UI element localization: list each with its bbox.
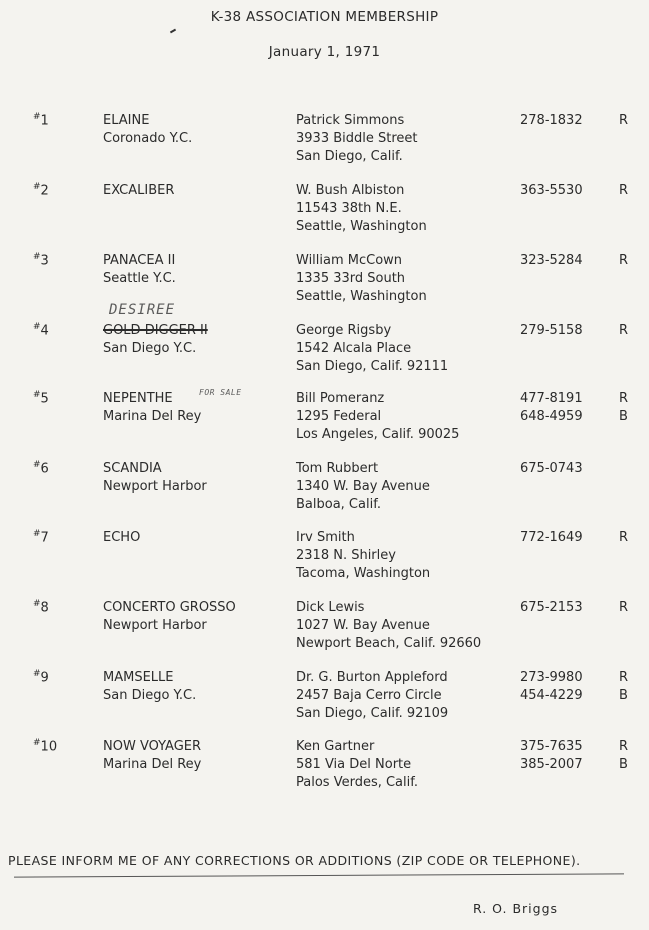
owner-name: Dick Lewis: [296, 600, 365, 615]
phone-codes: [619, 669, 628, 705]
entry-number: [33, 182, 49, 198]
phone-number: 675-0743: [520, 461, 583, 476]
member-entry: [0, 669, 649, 735]
boat-name: CONCERTO GROSSO: [103, 600, 236, 615]
phone-codes: [619, 390, 628, 426]
boat-column: [103, 182, 174, 200]
address-line: 11543 38th N.E.: [296, 201, 402, 216]
document-date: January 1, 1971: [268, 44, 381, 60]
owner-address: [296, 529, 430, 583]
entry-number: [33, 599, 49, 615]
yacht-club: Coronado Y.C.: [103, 131, 193, 146]
phone-code: R: [619, 739, 629, 754]
address-line: Tacoma, Washington: [296, 566, 431, 581]
address-line: Seattle, Washington: [296, 289, 427, 304]
boat-column: [103, 322, 208, 358]
entry-number: [33, 252, 49, 268]
footer-notice: PLEASE INFORM ME OF ANY CORRECTIONS OR ADDITIONS (ZIP CODE OR TELEPHONE).: [8, 853, 581, 868]
entry-number: [33, 390, 49, 406]
handwritten-desiree: DESIREE: [109, 302, 176, 318]
phone-code: B: [619, 409, 628, 424]
phone-numbers: [520, 182, 583, 200]
phone-number: 385-2007: [520, 757, 583, 772]
address-line: 2318 N. Shirley: [296, 548, 396, 563]
phone-code: R: [619, 183, 629, 198]
owner-address: [296, 390, 459, 444]
phone-numbers: [520, 322, 583, 340]
handwritten-for-sale: FOR SALE: [199, 388, 242, 397]
address-line: 1335 33rd South: [296, 271, 406, 286]
number-sign: #: [33, 599, 41, 609]
owner-name: Ken Gartner: [296, 739, 375, 754]
owner-name: Tom Rubbert: [296, 461, 379, 476]
address-line: 2457 Baja Cerro Circle: [296, 688, 442, 703]
phone-code: B: [619, 757, 628, 772]
address-line: Balboa, Calif.: [296, 497, 381, 512]
number-sign: #: [33, 390, 41, 400]
boat-name: PANACEA II: [103, 253, 176, 268]
handwritten-underline: [14, 869, 624, 877]
member-entry: [0, 529, 649, 595]
phone-codes: [619, 322, 628, 340]
entry-number-value: 1: [40, 113, 49, 129]
member-entry: [0, 322, 649, 388]
yacht-club: San Diego Y.C.: [103, 341, 197, 356]
address-line: 581 Via Del Norte: [296, 757, 412, 772]
entry-number-value: 3: [40, 253, 49, 269]
phone-number: 477-8191: [520, 391, 583, 406]
phone-code: R: [619, 323, 629, 338]
number-sign: #: [33, 252, 41, 262]
phone-code: R: [619, 600, 629, 615]
entry-number-value: 9: [40, 670, 49, 686]
phone-numbers: [520, 669, 583, 705]
member-entry: [0, 390, 649, 456]
phone-number: 279-5158: [520, 323, 583, 338]
phone-number: 363-5530: [520, 183, 583, 198]
address-line: Los Angeles, Calif. 90025: [296, 427, 460, 442]
address-line: Seattle, Washington: [296, 219, 427, 234]
member-entry: [0, 112, 649, 178]
boat-column: [103, 529, 140, 547]
phone-numbers: [520, 390, 583, 426]
yacht-club: Seattle Y.C.: [103, 271, 176, 286]
owner-address: [296, 252, 427, 306]
owner-name: Irv Smith: [296, 530, 355, 545]
pen-mark: [170, 29, 176, 34]
entry-number-value: 2: [40, 183, 49, 199]
owner-name: Patrick Simmons: [296, 113, 405, 128]
owner-address: [296, 599, 481, 653]
address-line: 1340 W. Bay Avenue: [296, 479, 430, 494]
owner-name: Bill Pomeranz: [296, 391, 385, 406]
boat-column: [103, 738, 201, 774]
entry-number: [33, 460, 49, 476]
yacht-club: Marina Del Rey: [103, 757, 202, 772]
phone-codes: [619, 529, 628, 547]
entry-number-value: 10: [40, 739, 58, 755]
number-sign: #: [33, 669, 41, 679]
owner-name: W. Bush Albiston: [296, 183, 405, 198]
phone-code: R: [619, 113, 629, 128]
signature-name: R. O. Briggs: [473, 901, 559, 916]
address-line: San Diego, Calif.: [296, 149, 403, 164]
phone-codes: [619, 112, 628, 130]
owner-name: George Rigsby: [296, 323, 392, 338]
owner-address: [296, 669, 448, 723]
phone-code: R: [619, 530, 629, 545]
owner-name: William McCown: [296, 253, 403, 268]
owner-address: [296, 182, 427, 236]
owner-name: Dr. G. Burton Appleford: [296, 670, 448, 685]
boat-name: ECHO: [103, 530, 141, 545]
phone-number: 772-1649: [520, 530, 583, 545]
boat-name: MAMSELLE: [103, 670, 174, 685]
entry-number-value: 8: [40, 600, 49, 616]
document-title: K-38 ASSOCIATION MEMBERSHIP: [210, 9, 439, 25]
boat-name: ELAINE: [103, 113, 150, 128]
phone-number: 454-4229: [520, 688, 583, 703]
number-sign: #: [33, 322, 41, 332]
entry-number-value: 5: [40, 391, 49, 407]
phone-numbers: [520, 529, 583, 547]
phone-codes: [619, 252, 628, 270]
phone-codes: [619, 182, 628, 200]
boat-name: EXCALIBER: [103, 183, 175, 198]
number-sign: #: [33, 529, 41, 539]
member-entry: [0, 252, 649, 318]
phone-number: 648-4959: [520, 409, 583, 424]
entry-number: [33, 669, 49, 685]
phone-code: R: [619, 670, 629, 685]
phone-code: R: [619, 253, 629, 268]
owner-address: [296, 112, 418, 166]
yacht-club: Newport Harbor: [103, 618, 207, 633]
member-entry: [0, 738, 649, 804]
boat-column: [103, 460, 207, 496]
entry-number: [33, 738, 57, 754]
entry-number: [33, 322, 49, 338]
phone-number: 278-1832: [520, 113, 583, 128]
boat-column: [103, 252, 176, 288]
boat-name: NOW VOYAGER: [103, 739, 202, 754]
phone-number: 323-5284: [520, 253, 583, 268]
entry-number-value: 6: [40, 461, 49, 477]
address-line: 1542 Alcala Place: [296, 341, 412, 356]
member-entry: [0, 460, 649, 526]
number-sign: #: [33, 460, 41, 470]
boat-column: [103, 112, 192, 148]
boat-name: SCANDIA: [103, 461, 162, 476]
member-entry: [0, 182, 649, 248]
member-entry: [0, 599, 649, 665]
entry-number: [33, 112, 49, 128]
phone-codes: [619, 738, 628, 774]
address-line: San Diego, Calif. 92109: [296, 706, 449, 721]
number-sign: #: [33, 182, 41, 192]
yacht-club: Marina Del Rey: [103, 409, 202, 424]
phone-number: 375-7635: [520, 739, 583, 754]
owner-address: [296, 738, 418, 792]
phone-code: R: [619, 391, 629, 406]
entry-number: [33, 529, 49, 545]
owner-address: [296, 460, 430, 514]
phone-number: 675-2153: [520, 600, 583, 615]
phone-numbers: [520, 460, 583, 478]
number-sign: #: [33, 112, 41, 122]
boat-column: [103, 669, 196, 705]
boat-column: [103, 599, 236, 635]
phone-number: 273-9980: [520, 670, 583, 685]
phone-numbers: [520, 112, 583, 130]
address-line: 1027 W. Bay Avenue: [296, 618, 430, 633]
phone-numbers: [520, 738, 583, 774]
yacht-club: Newport Harbor: [103, 479, 207, 494]
phone-numbers: [520, 252, 583, 270]
number-sign: #: [33, 738, 41, 748]
phone-numbers: [520, 599, 583, 617]
address-line: San Diego, Calif. 92111: [296, 359, 449, 374]
owner-address: [296, 322, 448, 376]
yacht-club: San Diego Y.C.: [103, 688, 197, 703]
phone-codes: [619, 599, 628, 617]
phone-code: B: [619, 688, 628, 703]
address-line: Newport Beach, Calif. 92660: [296, 636, 482, 651]
address-line: 3933 Biddle Street: [296, 131, 418, 146]
address-line: Palos Verdes, Calif.: [296, 775, 419, 790]
address-line: 1295 Federal: [296, 409, 382, 424]
entry-number-value: 7: [40, 530, 49, 546]
boat-name: NEPENTHE: [103, 391, 173, 406]
boat-column: [103, 390, 201, 426]
boat-name: GOLD DIGGER II: [103, 323, 208, 338]
entry-number-value: 4: [40, 323, 49, 339]
